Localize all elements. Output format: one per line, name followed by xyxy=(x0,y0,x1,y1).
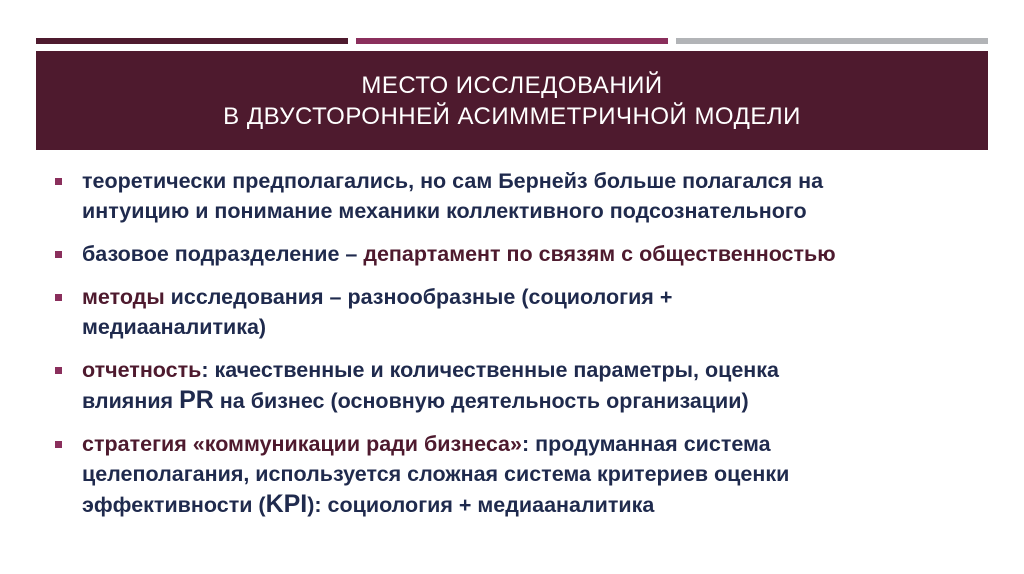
bullet-highlight: стратегия «коммуникации ради бизнеса» xyxy=(82,432,522,456)
top-accent-bar-dark xyxy=(36,38,348,44)
top-accent-bar-magenta xyxy=(356,38,668,44)
bullet-text: на бизнес (основную деятельность организации) xyxy=(213,389,749,413)
bullet-item xyxy=(52,239,972,269)
bullet-text: исследования – разнообразные (социология + xyxy=(164,285,673,309)
square-bullet-icon xyxy=(55,251,62,258)
bullet-text: : качественные и количественные параметры, оценка xyxy=(201,358,780,382)
bullet-text: медиааналитика) xyxy=(82,315,267,339)
top-accent-bar-gray xyxy=(676,38,988,44)
bullet-text: влияния xyxy=(82,389,180,413)
square-bullet-icon xyxy=(55,294,62,301)
square-bullet-icon xyxy=(55,178,62,185)
bullet-item xyxy=(52,355,972,416)
bullet-acronym: KPI xyxy=(265,490,308,518)
bullet-text: целеполагания, используется сложная система критериев оценки xyxy=(82,462,790,486)
square-bullet-icon xyxy=(55,367,62,374)
bullet-text: интуицию и понимание механики коллективного подсознательного xyxy=(82,199,807,223)
square-bullet-icon xyxy=(55,441,62,448)
bullet-text: ): социология + медиааналитика xyxy=(307,493,655,517)
bullet-highlight: отчетность xyxy=(82,358,202,382)
bullet-list xyxy=(52,166,972,533)
bullet-acronym: PR xyxy=(179,386,214,414)
bullet-text: : продуманная система xyxy=(521,432,771,456)
bullet-item xyxy=(52,166,972,226)
bullet-highlight: методы xyxy=(82,285,165,309)
bullet-item xyxy=(52,282,972,342)
bullet-text: теоретически предполагались, но сам Бернейз больше полагался на xyxy=(82,169,824,193)
bullet-item xyxy=(52,429,972,520)
bullet-text: базовое подразделение – xyxy=(82,242,364,266)
bullet-text: эффективности ( xyxy=(82,493,266,517)
bullet-highlight: департамент по связям с общественностью xyxy=(363,242,836,266)
title-band xyxy=(36,51,988,150)
slide-title-line-2: В ДВУСТОРОННЕЙ АСИММЕТРИЧНОЙ МОДЕЛИ xyxy=(223,102,801,130)
slide-title-line-1: МЕСТО ИССЛЕДОВАНИЙ xyxy=(361,71,663,99)
